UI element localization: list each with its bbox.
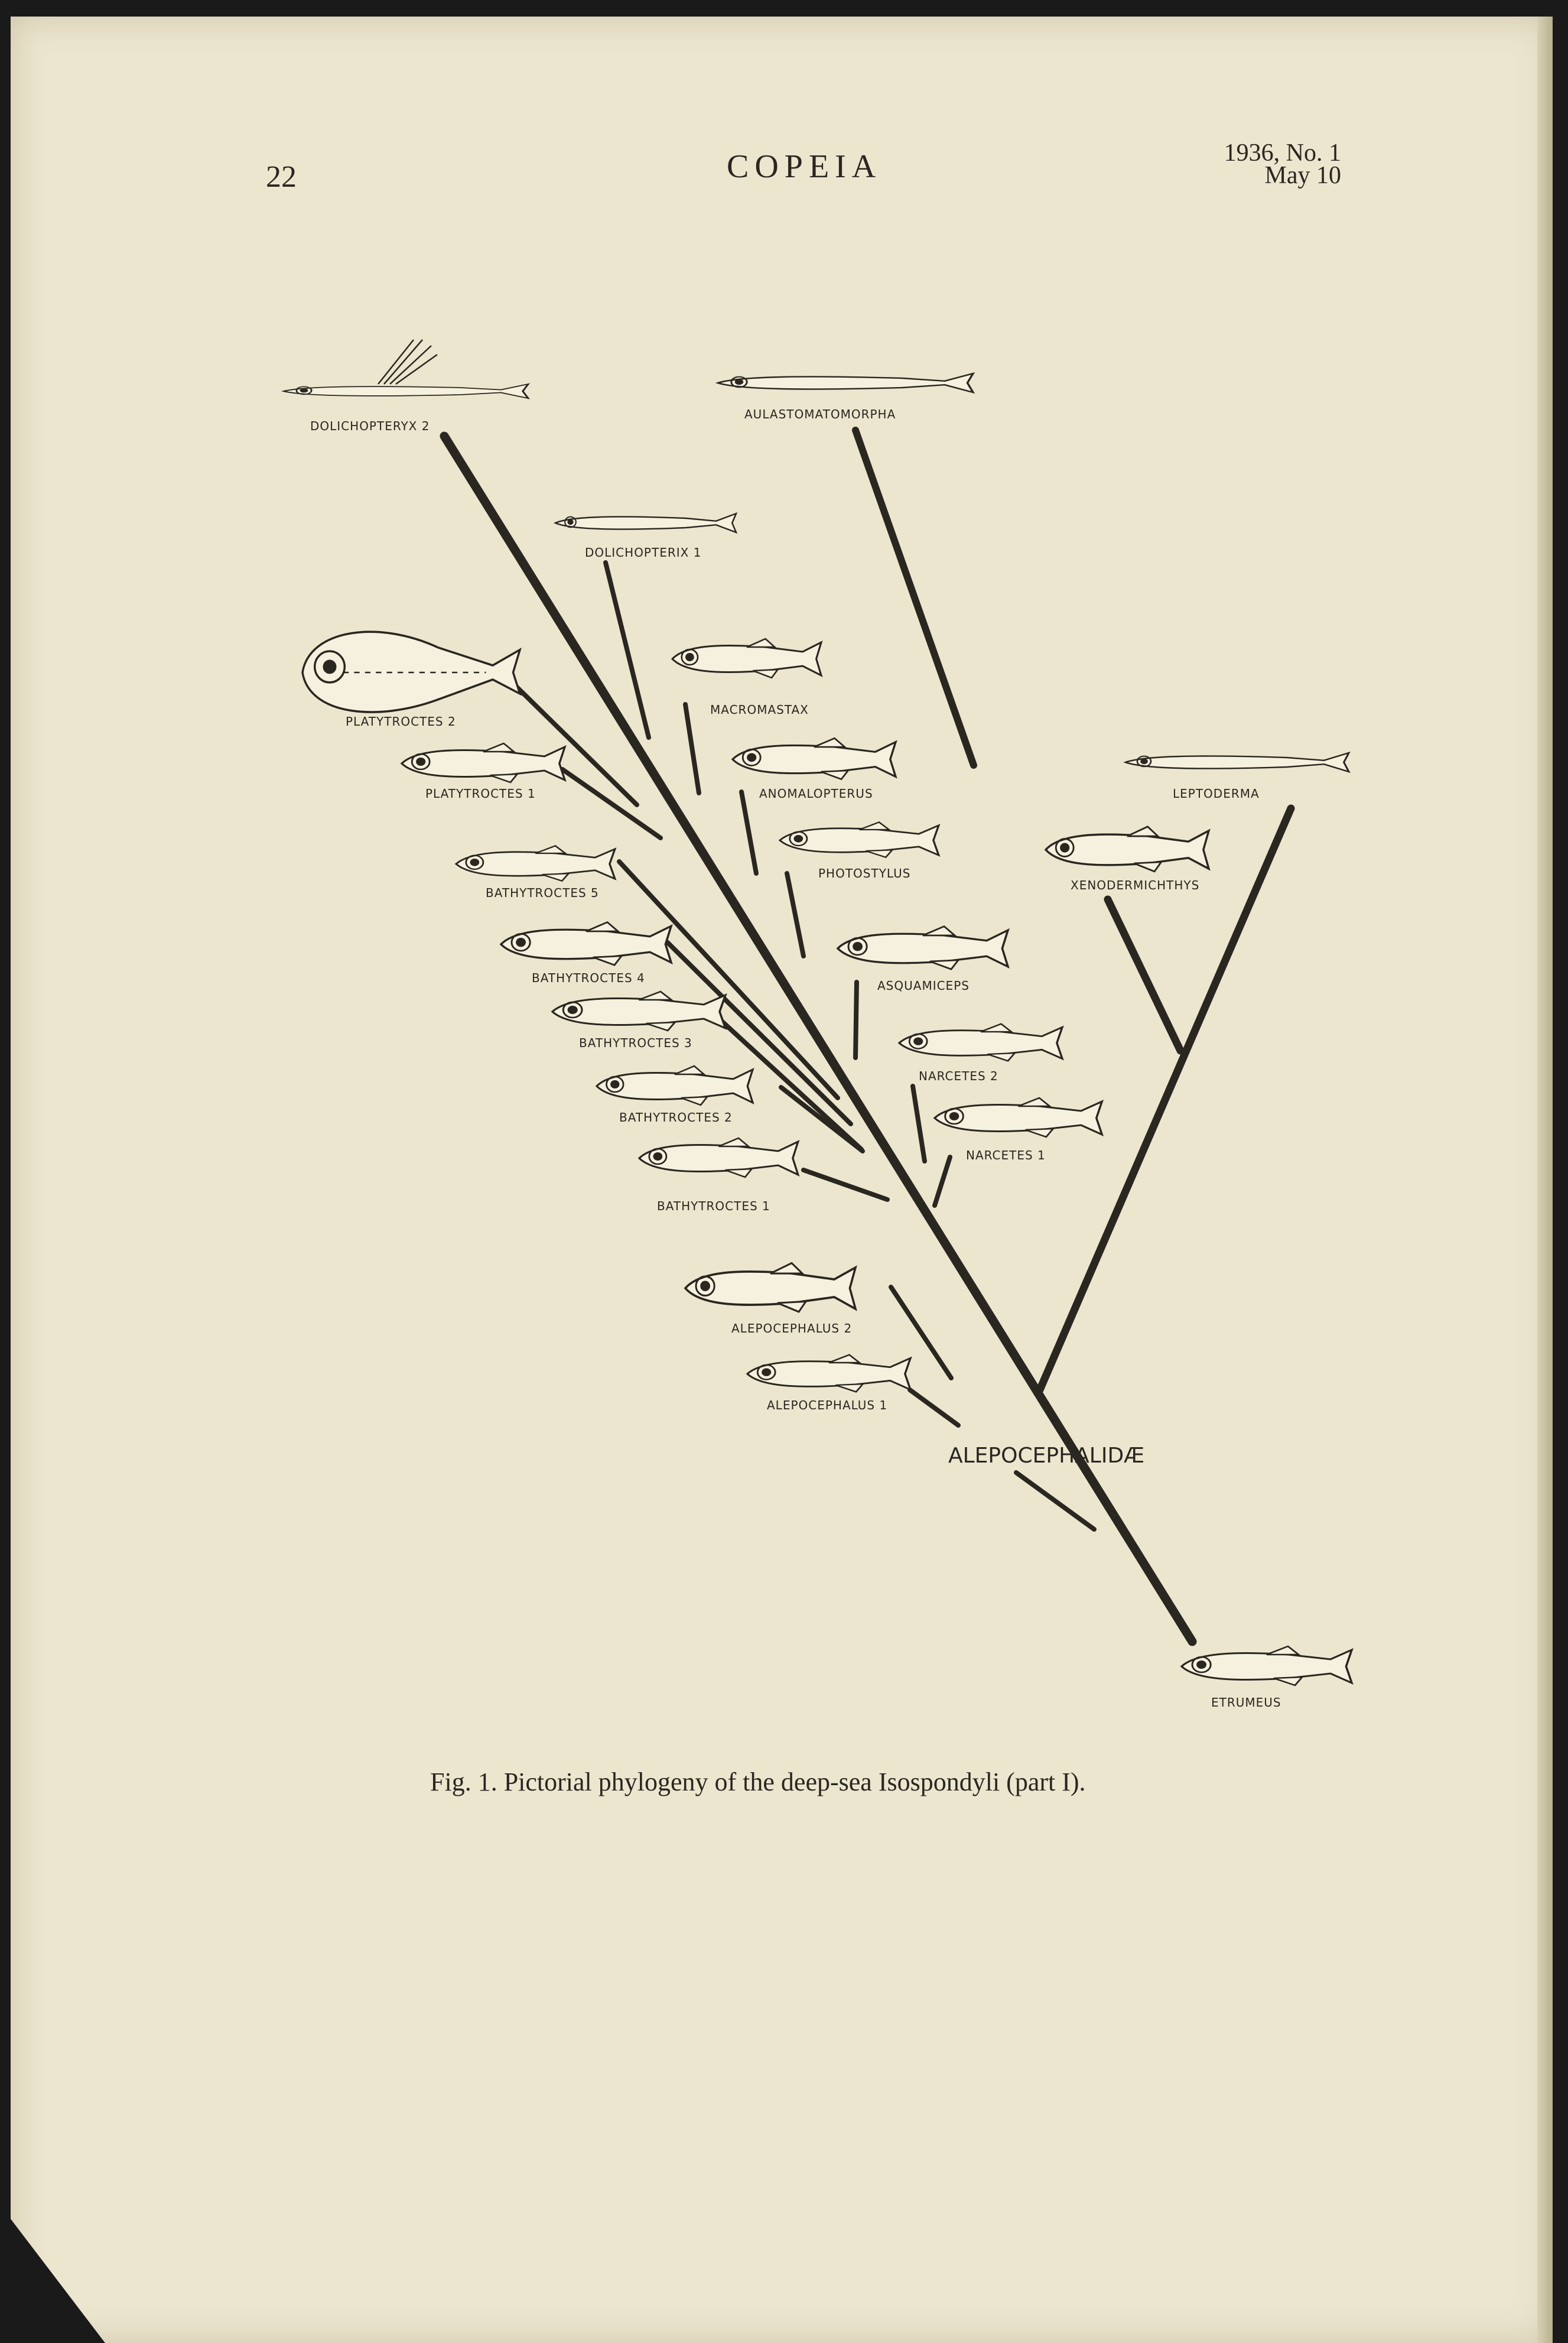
taxon-label: ASQUAMICEPS <box>877 979 970 993</box>
fish-illustration <box>935 1098 1102 1137</box>
taxon-label: MACROMASTAX <box>710 703 809 717</box>
taxon-dolichopteryx-2 <box>284 340 528 433</box>
taxon-aulastomatomorpha <box>718 373 973 421</box>
tree-branches <box>444 430 1291 1642</box>
branch-alepocephalus-1 <box>910 1390 958 1425</box>
taxon-label: PLATYTROCTES 2 <box>346 714 456 729</box>
taxon-label: ETRUMEUS <box>1211 1695 1281 1710</box>
figure-caption: Fig. 1. Pictorial phylogeny of the deep-sea Isospondyli (part I). <box>430 1767 1086 1796</box>
taxon-label: NARCETES 1 <box>966 1148 1046 1162</box>
taxon-asquamiceps <box>838 927 1008 993</box>
taxon-xenodermichthys <box>1046 827 1209 892</box>
issue-date: May 10 <box>1264 162 1341 189</box>
taxon-narcetes-1 <box>935 1098 1102 1162</box>
taxon-label: DOLICHOPTERIX 1 <box>585 545 702 560</box>
taxon-label: PLATYTROCTES 1 <box>425 787 536 801</box>
family-label: ALEPOCEPHALIDÆ <box>948 1444 1145 1468</box>
fish-illustration <box>899 1024 1062 1061</box>
fish-illustration <box>555 514 736 532</box>
page-number: 22 <box>266 160 297 194</box>
taxon-bathytroctes-2 <box>597 1066 753 1125</box>
taxon-bathytroctes-5 <box>456 846 615 900</box>
taxon-label: AULASTOMATOMORPHA <box>744 407 896 421</box>
journal-title: COPEIA <box>727 148 882 185</box>
taxon-label: XENODERMICHTHYS <box>1071 878 1200 892</box>
fish-illustration <box>284 384 528 398</box>
fish-illustration <box>597 1066 753 1105</box>
taxon-platytroctes-1 <box>402 743 565 801</box>
taxon-label: NARCETES 2 <box>919 1069 998 1083</box>
fish-illustration <box>780 822 939 857</box>
branch-bathytroctes-1 <box>803 1170 887 1200</box>
fish-illustration <box>685 1263 855 1312</box>
taxon-label: BATHYTROCTES 3 <box>579 1036 692 1050</box>
taxon-label: LEPTODERMA <box>1173 787 1260 801</box>
fish-illustration <box>747 1355 910 1392</box>
taxon-anomalopterus <box>733 738 896 801</box>
taxon-label: ALEPOCEPHALUS 2 <box>731 1321 853 1335</box>
fish-illustration <box>672 639 821 678</box>
branch-anomalopterus <box>741 792 756 873</box>
taxon-bathytroctes-3 <box>552 992 726 1050</box>
branch-photostylus <box>787 873 803 956</box>
taxon-photostylus <box>780 822 939 880</box>
taxon-etrumeus <box>1182 1646 1352 1710</box>
taxon-label: BATHYTROCTES 4 <box>532 971 645 985</box>
fish-illustration <box>639 1138 798 1177</box>
taxon-bathytroctes-1 <box>639 1138 798 1213</box>
taxon-bathytroctes-4 <box>501 922 671 985</box>
fish-illustration <box>402 743 565 782</box>
fish-illustration <box>552 992 726 1031</box>
branch-asquamiceps <box>855 982 857 1058</box>
fish-illustration <box>501 922 671 966</box>
taxon-label: PHOTOSTYLUS <box>818 866 911 880</box>
taxon-alepocephalus-1 <box>747 1355 910 1412</box>
fish-illustration <box>733 738 896 779</box>
issue-number: 1936, No. 1 <box>1224 139 1341 167</box>
branch-aulastomatomorpha <box>855 430 974 765</box>
taxon-dolichopterix-1 <box>555 514 736 560</box>
taxon-label: ALEPOCEPHALUS 1 <box>767 1398 888 1412</box>
taxon-label: BATHYTROCTES 1 <box>657 1199 770 1213</box>
fin-rays <box>378 340 437 384</box>
fish-illustration <box>1046 827 1209 872</box>
taxon-platytroctes-2 <box>302 632 520 729</box>
branch-narcetes-1 <box>935 1157 950 1205</box>
taxon-label: BATHYTROCTES 5 <box>486 886 599 900</box>
fish-illustration <box>302 632 520 712</box>
branch-root-small <box>1016 1473 1094 1529</box>
taxon-label: DOLICHOPTERYX 2 <box>310 419 430 433</box>
fish-illustration <box>838 927 1008 970</box>
branch-narcetes-2 <box>913 1086 925 1161</box>
taxon-label: BATHYTROCTES 2 <box>619 1110 733 1125</box>
branch-macromastax <box>685 704 699 793</box>
taxon-leptoderma <box>1125 753 1349 801</box>
taxon-label: ANOMALOPTERUS <box>759 787 873 801</box>
fish-illustration <box>1125 753 1349 772</box>
branch-xenodermichthys <box>1108 899 1180 1051</box>
taxon-narcetes-2 <box>899 1024 1062 1083</box>
fish-illustration <box>456 846 615 880</box>
fish-illustration <box>1182 1646 1352 1685</box>
taxon-alepocephalus-2 <box>685 1263 855 1336</box>
branch-leptoderma-clade <box>1040 808 1291 1390</box>
taxon-macromastax <box>672 639 821 717</box>
fish-illustration <box>718 373 973 392</box>
